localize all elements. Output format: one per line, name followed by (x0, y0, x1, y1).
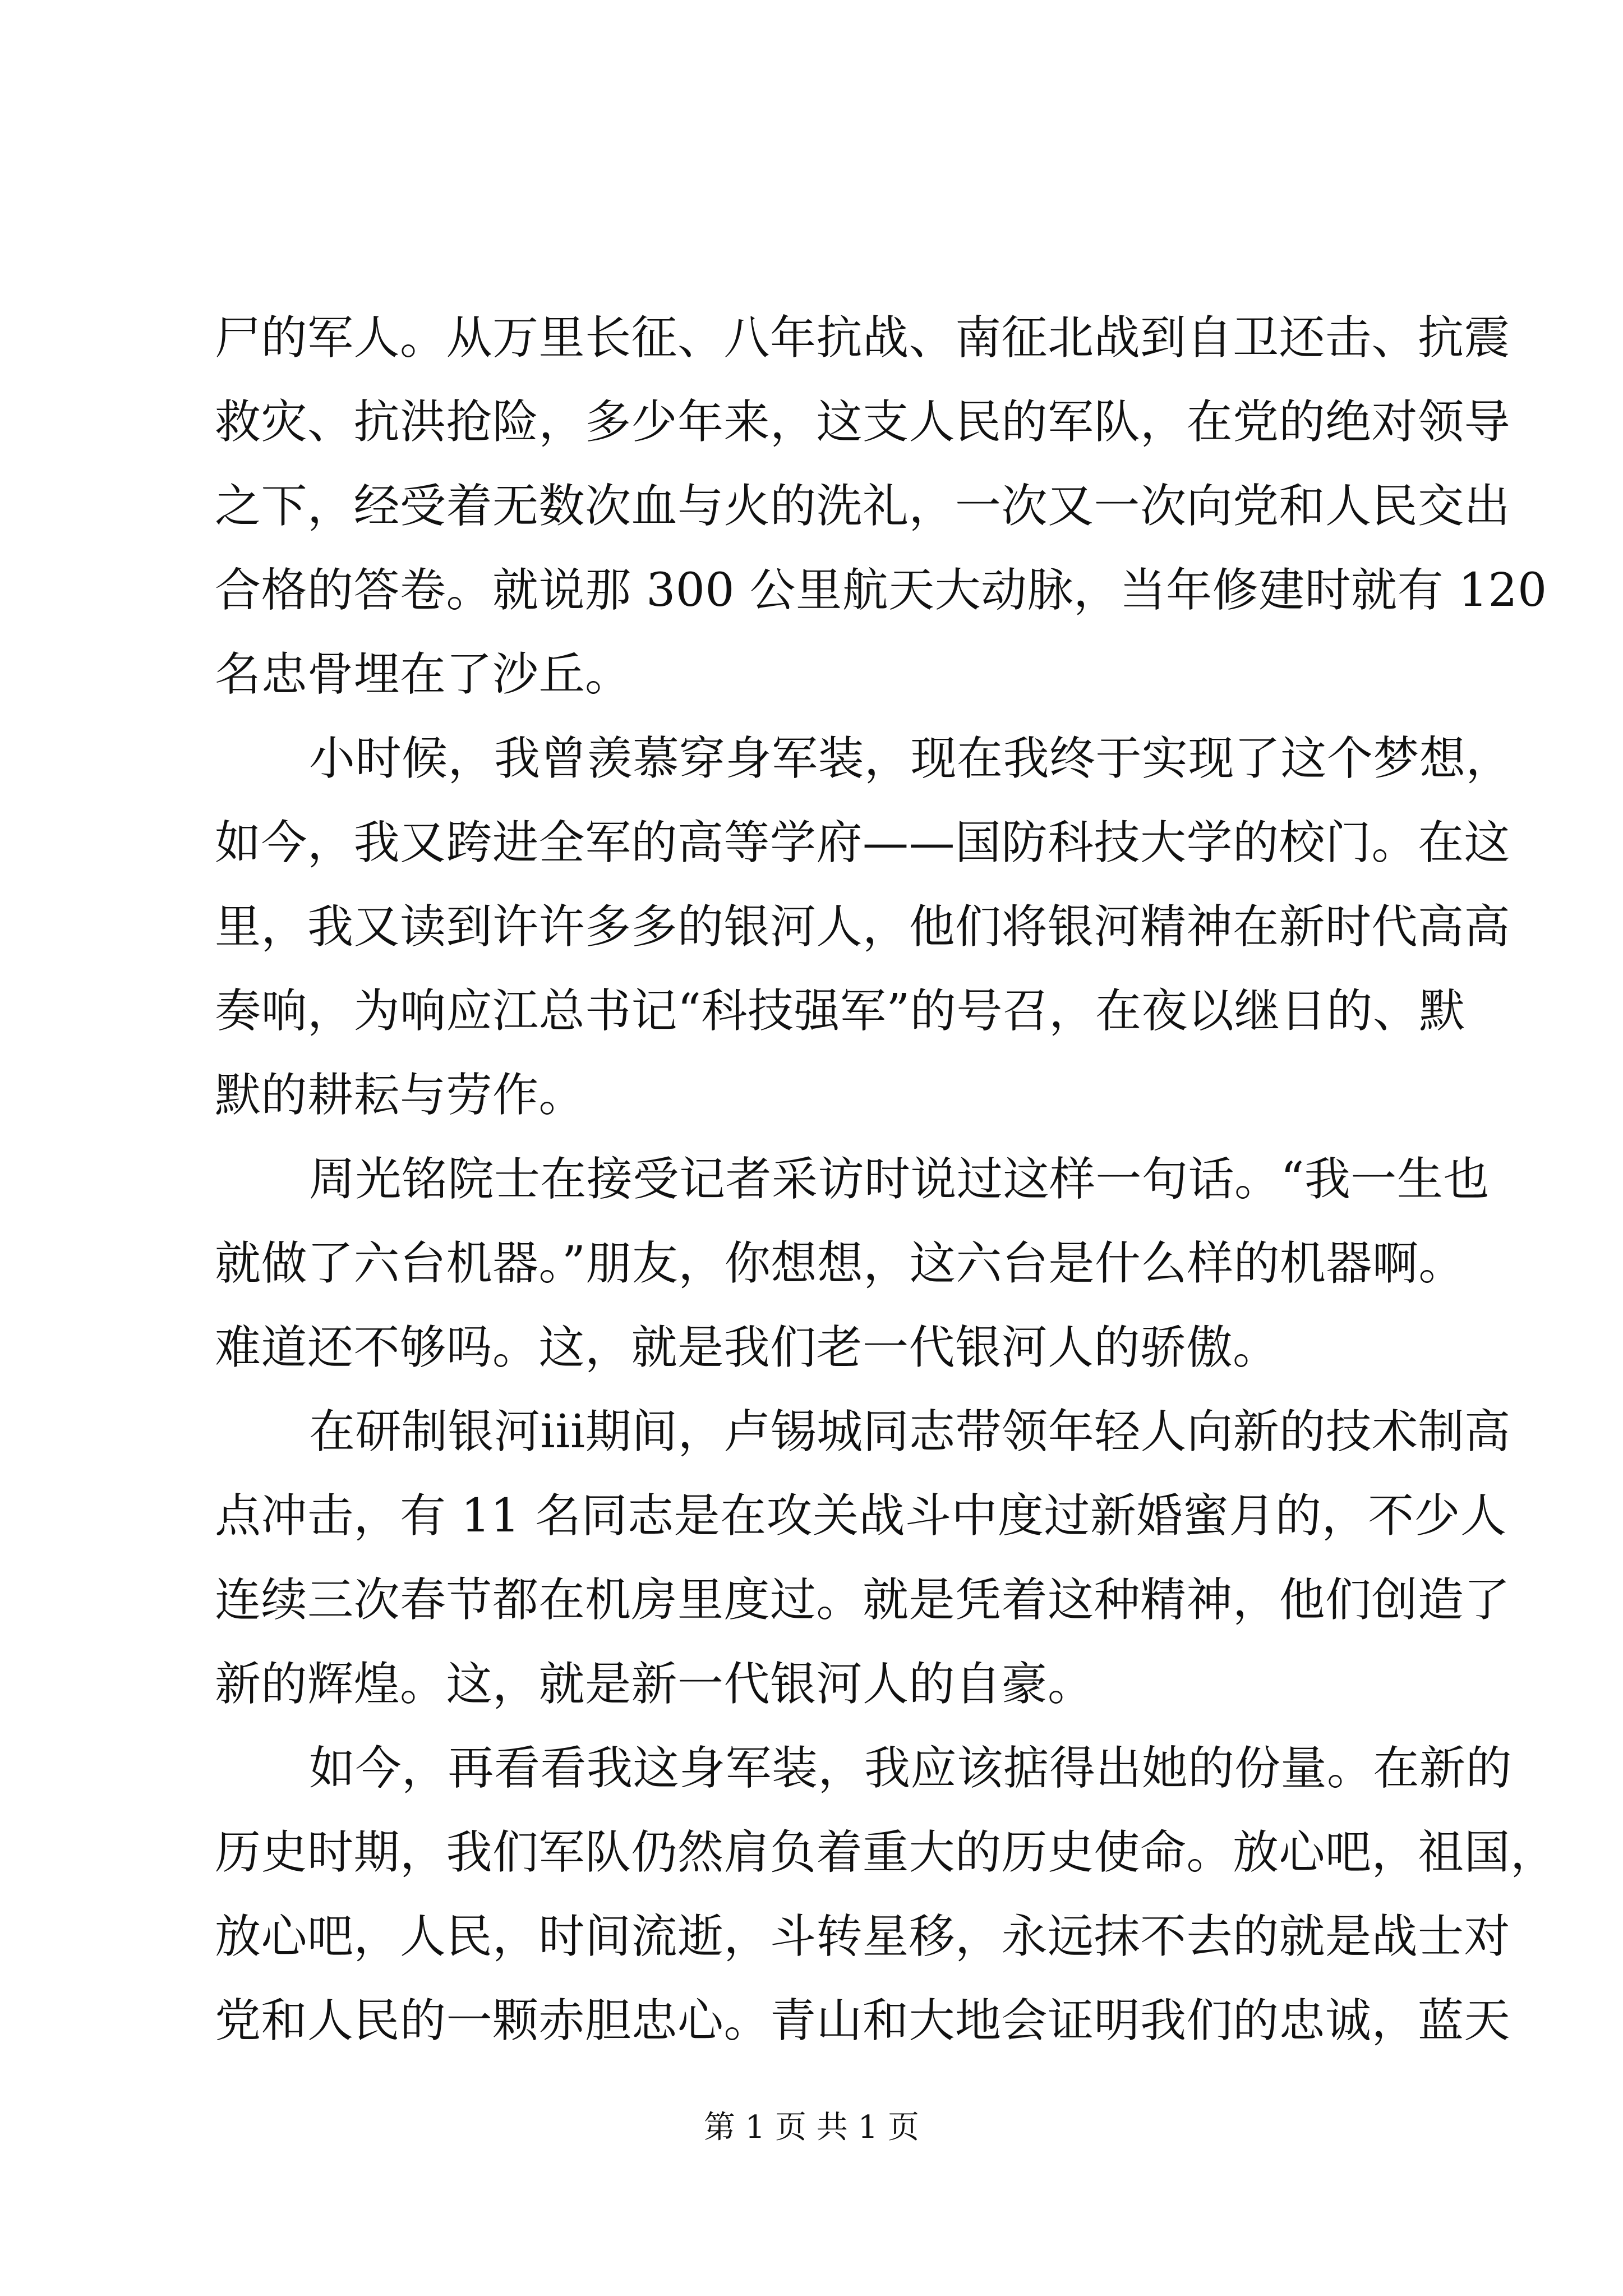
page-number-footer: 第 1 页 共 1 页 (703, 2109, 920, 2146)
text-line: 如今，我又跨进全军的高等学府——国防科技大学的校门。在这 (215, 816, 1511, 869)
paragraph-3 (215, 1138, 1490, 1390)
paragraph-5 (215, 1727, 1557, 2063)
paragraph-1 (215, 296, 1547, 717)
text-line: 党和人民的一颗赤胆忠心。青山和大地会证明我们的忠诚，蓝天 (215, 1994, 1511, 2047)
text-line: 名忠骨埋在了沙丘。 (215, 648, 631, 701)
text-line: 连续三次春节都在机房里度过。就是凭着这种精神，他们创造了 (215, 1573, 1511, 1627)
text-line: 历史时期，我们军队仍然肩负着重大的历史使命。放心吧，祖国， (215, 1826, 1557, 1879)
text-line: 就做了六台机器。”朋友，你想想，这六台是什么样的机器啊。 (215, 1237, 1465, 1290)
text-line: 新的辉煌。这，就是新一代银河人的自豪。 (215, 1658, 1094, 1711)
text-line: 放心吧，人民，时间流逝，斗转星移，永远抹不去的就是战士对 (215, 1910, 1511, 1963)
text-line: 默的耕耘与劳作。 (215, 1069, 585, 1122)
text-line: 在研制银河iii期间，卢锡城同志带领年轻人向新的技术制高 (309, 1405, 1511, 1458)
document-body (215, 296, 1557, 2063)
text-line: 小时候，我曾羡慕穿身军装，现在我终于实现了这个梦想， (309, 732, 1513, 785)
text-line: 点冲击，有 11 名同志是在攻关战斗中度过新婚蜜月的，不少人 (215, 1489, 1507, 1543)
text-line: 周光铭院士在接受记者采访时说过这样一句话。“我一生也 (309, 1153, 1490, 1206)
text-line: 尸的军人。从万里长征、八年抗战、南征北战到自卫还击、抗震 (215, 311, 1511, 365)
text-line: 之下，经受着无数次血与火的洗礼，一次又一次向党和人民交出 (215, 480, 1511, 533)
text-line: 如今，再看看我这身军装，我应该掂得出她的份量。在新的 (309, 1742, 1513, 1795)
paragraph-2 (215, 717, 1513, 1138)
text-line: 难道还不够吗。这，就是我们老一代银河人的骄傲。 (215, 1321, 1279, 1374)
paragraph-4 (215, 1390, 1511, 1727)
text-line: 奏响，为响应江总书记“科技强军”的号召，在夜以继日的、默 (215, 984, 1465, 1038)
text-line: 里，我又读到许许多多的银河人，他们将银河精神在新时代高高 (215, 900, 1511, 954)
text-line: 合格的答卷。就说那 300 公里航天大动脉，当年修建时就有 120 (215, 564, 1547, 617)
text-line: 救灾、抗洪抢险，多少年来，这支人民的军队，在党的绝对领导 (215, 395, 1511, 449)
